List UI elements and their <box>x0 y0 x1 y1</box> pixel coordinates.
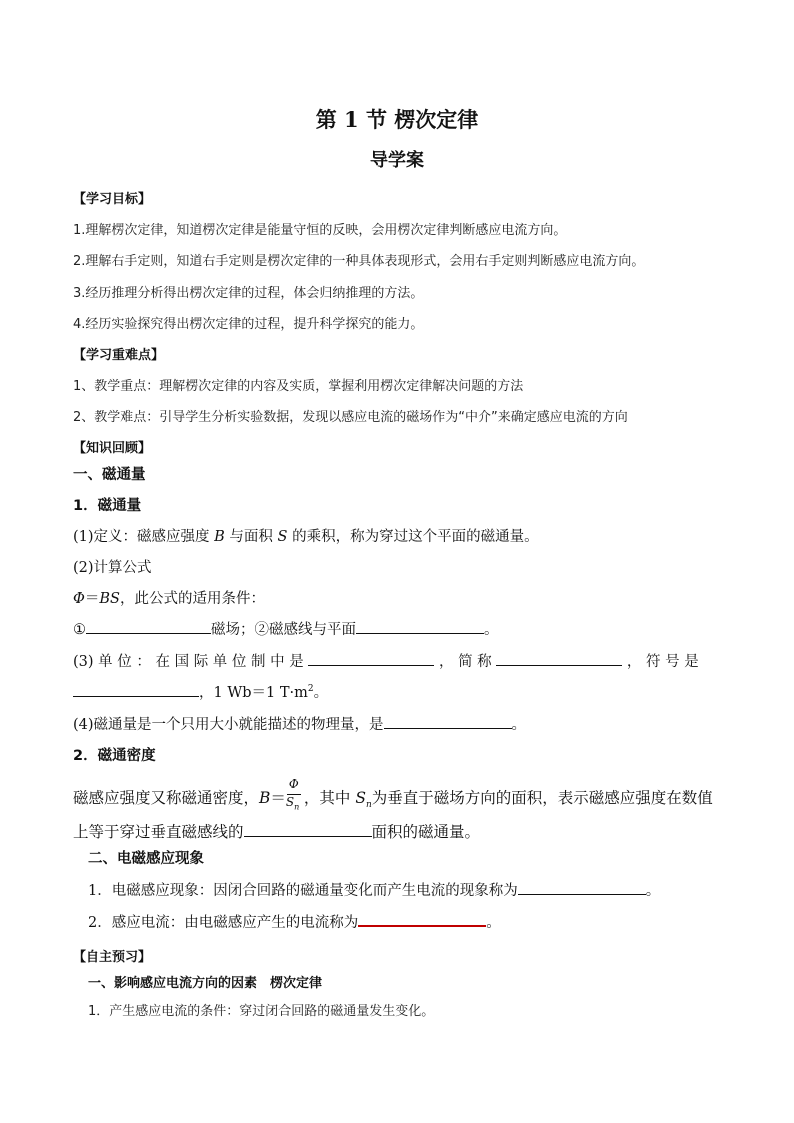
scalar-line <box>73 713 526 734</box>
text-span: (3) 单 位 ： 在 国 际 单 位 制 中 是 <box>73 654 304 670</box>
definition-line <box>73 525 539 546</box>
text-span: ＝ <box>270 789 286 807</box>
fill-blank[interactable] <box>384 714 512 729</box>
text-span: 。 <box>511 717 527 733</box>
fill-blank[interactable] <box>496 651 622 666</box>
fill-blank[interactable] <box>86 619 211 634</box>
goal-item: 2.理解右手定则，知道右手定则是楞次定律的一种具体表现形式，会用右手定则判断感应电流方向。 <box>73 254 645 269</box>
text-span: (4)磁通量是一个只用大小就能描述的物理量，是 <box>73 717 384 733</box>
text-span: 为垂直于磁场方向的面积，表示磁感应强度在数值 <box>371 789 713 807</box>
goal-item: 4.经历实验探究得出楞次定律的过程，提升科学探究的能力。 <box>73 317 424 332</box>
symbol-b: B <box>259 789 271 807</box>
text-span: ＝ <box>84 591 100 607</box>
section-heading: 一、磁通量 <box>73 467 146 483</box>
section-heading: 一、影响感应电流方向的因素 楞次定律 <box>88 976 323 991</box>
text-span: ， 简 称 <box>438 654 492 670</box>
fraction-numerator: Φ <box>288 777 299 791</box>
em-line-2 <box>88 911 501 932</box>
section-heading: 二、电磁感应现象 <box>88 851 204 867</box>
keypoint-item: 2、教学难点：引导学生分析实验数据，发现以感应电流的磁场作为“中介”来确定感应电流的方向 <box>73 410 628 425</box>
review-header: 【知识回顾】 <box>73 441 152 456</box>
subscript: n <box>294 802 300 812</box>
goal-item: 1.理解楞次定律，知道楞次定律是能量守恒的反映，会用楞次定律判断感应电流方向。 <box>73 223 567 238</box>
text-span: 面积的磁通量。 <box>371 823 481 841</box>
text-span: S <box>285 795 295 809</box>
text-span: ① <box>73 622 86 638</box>
preview-item: 1．产生感应电流的条件：穿过闭合回路的磁通量发生变化。 <box>88 1004 435 1019</box>
fill-blank[interactable] <box>518 880 646 895</box>
fill-blank[interactable] <box>244 822 372 837</box>
fraction-denominator <box>286 795 299 811</box>
text-span: 。 <box>645 883 661 899</box>
text-span: 。 <box>313 685 329 701</box>
page-subtitle: 导学案 <box>370 150 424 171</box>
text-span: 。 <box>486 915 501 931</box>
unit-line-2 <box>73 681 328 702</box>
fill-blank[interactable] <box>308 651 434 666</box>
formula-line <box>73 587 265 608</box>
text-span: 2．感应电流：由电磁感应产生的电流称为 <box>88 915 359 931</box>
page-title: 第 1 节 楞次定律 <box>315 107 479 132</box>
symbol-s: S <box>355 789 366 807</box>
density-line <box>73 777 713 813</box>
fill-blank[interactable] <box>356 619 484 634</box>
fraction <box>285 777 304 813</box>
density-line-2 <box>73 820 480 842</box>
goal-item: 3.经历推理分析得出楞次定律的过程，体会归纳推理的方法。 <box>73 286 424 301</box>
text-span: 磁场；②磁感线与平面 <box>211 622 356 638</box>
text-span: 的乘积，称为穿过这个平面的磁通量。 <box>287 529 539 545</box>
symbol-phi: Φ <box>73 591 85 607</box>
text-span: 。 <box>484 622 499 638</box>
subsection-heading: 2．磁通密度 <box>73 748 156 764</box>
symbol-bs: BS <box>99 591 120 607</box>
text-span: 1．电磁感应现象：因闭合回路的磁通量变化而产生电流的现象称为 <box>88 883 518 899</box>
subscript: n <box>365 800 372 811</box>
fill-blank[interactable] <box>358 911 486 927</box>
text-span: ，1 Wb＝1 T·m <box>199 685 308 701</box>
unit-line-1 <box>73 650 699 671</box>
text-span: 上等于穿过垂直磁感线的 <box>73 823 244 841</box>
text-span: 与面积 <box>224 529 278 545</box>
symbol-b: B <box>214 529 225 545</box>
text-span: ， 符 号 是 <box>626 654 699 670</box>
subsection-heading: 1．磁通量 <box>73 498 142 514</box>
text-span: ，其中 <box>303 789 356 807</box>
keypoints-header: 【学习重难点】 <box>73 348 165 363</box>
text-span: (1)定义：磁感应强度 <box>73 529 215 545</box>
superscript: 2 <box>307 684 314 695</box>
condition-line <box>73 618 499 639</box>
symbol-s: S <box>277 529 288 545</box>
preview-header: 【自主预习】 <box>73 950 152 965</box>
keypoint-item: 1、教学重点：理解楞次定律的内容及实质，掌握利用楞次定律解决问题的方法 <box>73 379 524 394</box>
fill-blank[interactable] <box>73 682 199 697</box>
formula-heading: (2)计算公式 <box>73 560 152 576</box>
text-span: 磁感应强度又称磁通密度， <box>73 789 260 807</box>
em-line-1 <box>88 879 660 900</box>
goals-header: 【学习目标】 <box>73 192 152 207</box>
text-span: ，此公式的适用条件： <box>119 591 265 607</box>
